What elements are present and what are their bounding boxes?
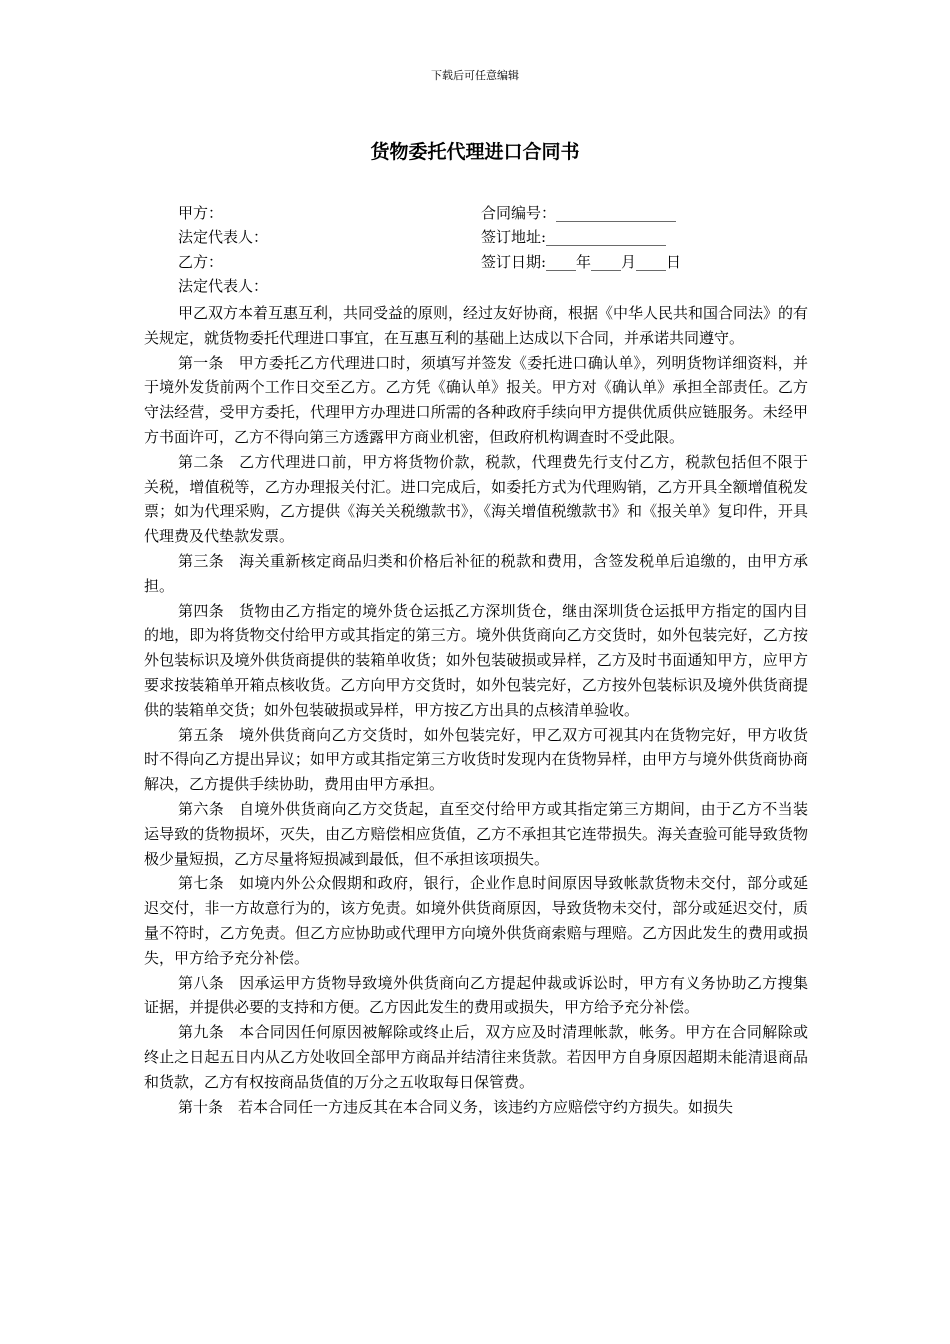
article-number: 第七条 — [178, 874, 225, 893]
article-number: 第一条 — [178, 353, 224, 372]
article-text: 本合同因任何原因被解除或终止后，双方应及时清理帐款，帐务。甲方在合同解除或终止之日起五日内从乙方处收回全部甲方商品并结清往来货款。若因甲方自身原因超期未能清退商品和货款，乙方有权按商品货值的万分之五收取每日保管费。 — [144, 1023, 808, 1091]
article-text: 海关重新核定商品归类和价格后补征的税款和费用，含签发税单后追缴的，由甲方承担。 — [144, 551, 808, 595]
contract-number-field: 合同编号：________________ — [481, 204, 677, 222]
article-number: 第十条 — [178, 1097, 224, 1116]
article-paragraph — [144, 450, 808, 549]
article-paragraph — [144, 1020, 808, 1094]
preamble-paragraph: 甲乙双方本着互惠互利，共同受益的原则，经过友好协商，根据《中华人民共和国合同法》的有关规定，就货物委托代理进口事宜，在互惠互利的基础上达成以下合同，并承诺共同遵守。 — [144, 304, 809, 347]
party-a-label: 甲方： — [178, 204, 224, 222]
article-paragraph — [144, 351, 808, 450]
article-text: 若本合同任一方违反其在本合同义务，该违约方应赔偿守约方损失。如损失 — [238, 1097, 734, 1116]
legal-rep-a-label: 法定代表人： — [178, 228, 269, 246]
article-paragraph — [144, 599, 808, 723]
article-text: 自境外供货商向乙方交货起，直至交付给甲方或其指定第三方期间，由于乙方不当装运导致的货物损坏，灭失，由乙方赔偿相应货值，乙方不承担其它连带损失。海关查验可能导致货物极少量短损，乙方尽量将短损减到最低，但不承担该项损失。 — [144, 799, 808, 868]
article-text: 如境内外公众假期和政府，银行，企业作息时间原因导致帐款货物未交付，部分或延迟交付，非一方故意行为的，该方免责。如境外供货商原因，导致货物未交付，部分或延迟交付，质量不符时，乙方免责。但乙方应协助或代理甲方向境外供货商索赔与理赔。乙方因此发生的费用或损失，甲方给予充分补偿。 — [144, 874, 808, 967]
article-number: 第三条 — [178, 551, 225, 570]
article-number: 第九条 — [178, 1023, 225, 1042]
article-text: 甲方委托乙方代理进口时，须填写并签发《委托进口确认单》，列明货物详细资料，并于境外发货前两个工作日交至乙方。乙方凭《确认单》报关。甲方对《确认单》承担全部责任。乙方守法经营，受甲方委托，代理甲方办理进口所需的各种政府手续向甲方提供优质供应链服务。未经甲方书面许可，乙方不得向第三方透露甲方商业机密，但政府机构调查时不受此限。 — [144, 353, 808, 446]
article-paragraph — [144, 797, 808, 871]
legal-rep-b-label: 法定代表人： — [178, 277, 269, 295]
document-title: 货物委托代理进口合同书 — [370, 141, 580, 163]
page-header: 下载后可任意编辑 — [431, 69, 519, 82]
article-paragraph — [144, 971, 808, 1021]
article-paragraph — [144, 723, 808, 797]
contract-body — [144, 301, 808, 1119]
article-text: 乙方代理进口前，甲方将货物价款，税款，代理费先行支付乙方，税款包括但不限于关税，增值税等，乙方办理报关付汇。进口完成后，如委托方式为代理购销，乙方开具全额增值税发票；如为代理采购，乙方提供《海关关税缴款书》，《海关增值税缴款书》和《报关单》复印件，开具代理费及代垫款发票。 — [144, 452, 808, 546]
party-b-label: 乙方： — [178, 253, 224, 271]
sign-date-field: 签订日期:____年____月____日 — [481, 253, 682, 271]
article-paragraph — [144, 549, 808, 599]
article-number: 第二条 — [178, 452, 225, 471]
article-text: 货物由乙方指定的境外货仓运抵乙方深圳货仓，继由深圳货仓运抵甲方指定的国内目的地，即为将货物交付给甲方或其指定的第三方。境外供货商向乙方交货时，如外包装完好，乙方按外包装标识及境外供货商提供的装箱单收货；如外包装破损或异样，乙方及时书面通知甲方，应甲方要求按装箱单开箱点核收货。乙方向甲方交货时，如外包装完好，乙方按外包装标识及境外供货商提供的装箱单交货；如外包装破损或异样，甲方按乙方出具的点核清单验收。 — [144, 601, 808, 719]
article-number: 第五条 — [178, 725, 225, 744]
article-number: 第八条 — [178, 973, 225, 992]
article-number: 第六条 — [178, 799, 225, 818]
article-text: 境外供货商向乙方交货时，如外包装完好，甲乙双方可视其内在货物完好，甲方收货时不得向乙方提出异议；如甲方或其指定第三方收货时发现内在货物异样，由甲方与境外供货商协商解决，乙方提供手续协助，费用由甲方承担。 — [144, 725, 808, 794]
article-paragraph — [144, 1095, 808, 1120]
article-number: 第四条 — [178, 601, 225, 620]
article-text: 因承运甲方货物导致境外供货商向乙方提起仲裁或诉讼时，甲方有义务协助乙方搜集证据，并提供必要的支持和方便。乙方因此发生的费用或损失，甲方给予充分补偿。 — [144, 973, 808, 1017]
article-paragraph — [144, 871, 808, 970]
sign-place-field: 签订地址:________________ — [481, 228, 667, 246]
